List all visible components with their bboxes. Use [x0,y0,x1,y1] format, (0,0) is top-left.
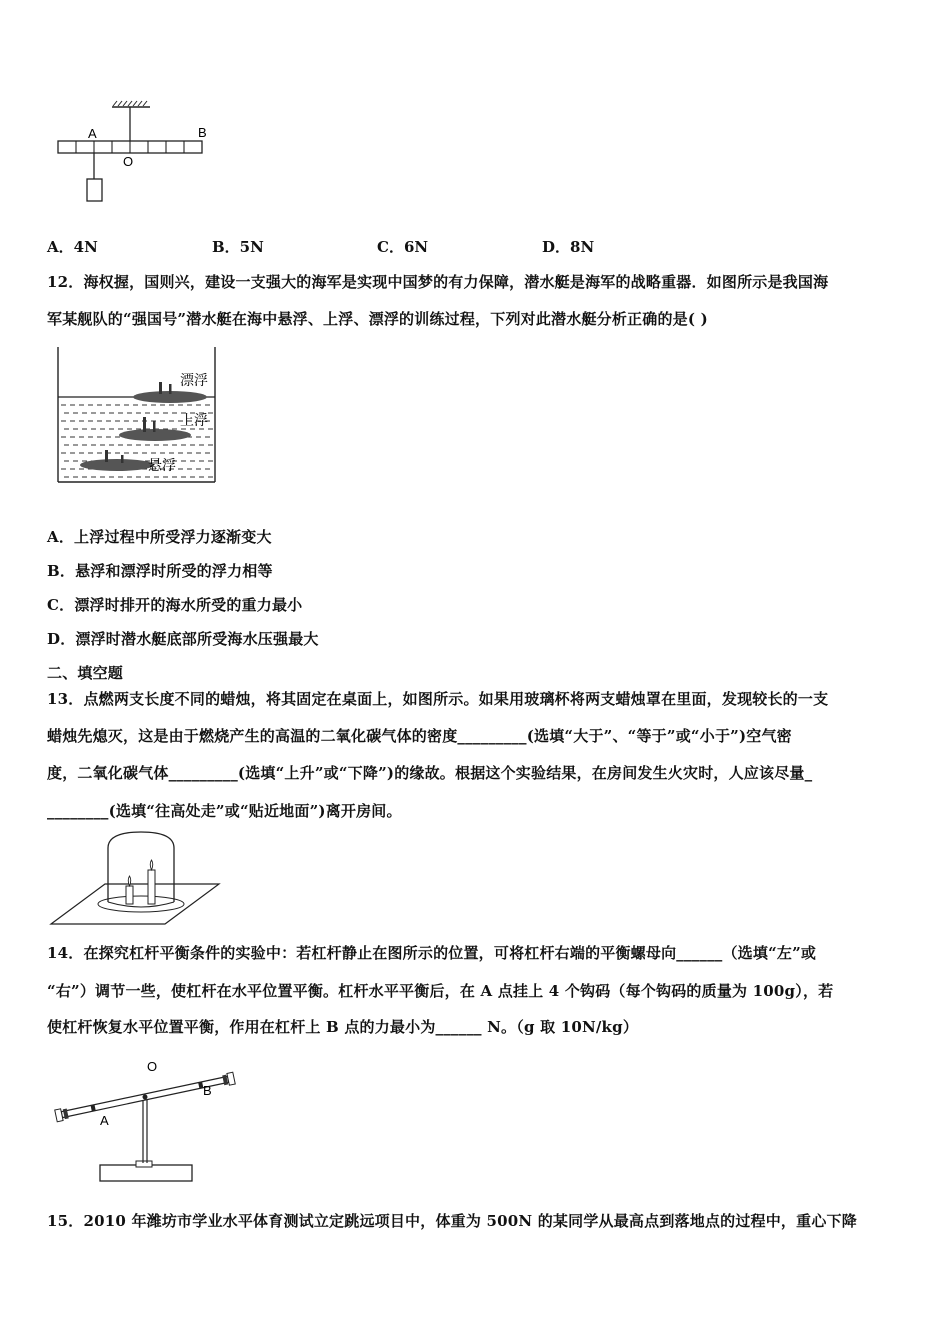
q14-label-b: B [203,1083,212,1098]
q12-option-b[interactable]: B．悬浮和漂浮时所受的浮力相等 [47,562,273,580]
q12-label-rise: 上浮 [180,412,208,428]
q11-lever-figure [50,95,220,210]
q12-option-c[interactable]: C．漂浮时排开的海水所受的重力最小 [47,596,303,614]
q12-label-float: 漂浮 [180,372,208,388]
q12-submarine-figure [55,345,220,485]
section-title: 二、填空题 [47,664,124,682]
q14-line-3: 使杠杆恢复水平位置平衡，作用在杠杆上 B 点的力最小为______ N。（g 取 10N/kg） [47,1018,639,1036]
q13-line-3: 度，二氧化碳气体_________(选填“上升”或“下降”)的缘故。根据这个实验结果，在房间发生火灾时，人应该尽量_ [47,764,813,782]
q11-label-a: A [88,126,97,141]
q11-option-a[interactable]: A．4N [47,238,98,256]
q11-label-o: O [123,154,134,169]
q11-option-d[interactable]: D．8N [542,238,595,256]
q14-line-1: 14．在探究杠杆平衡条件的实验中：若杠杆静止在图所示的位置，可将杠杆右端的平衡螺母向______（选填“左”或 [47,944,817,962]
q14-label-o: O [147,1059,158,1074]
q11-option-b[interactable]: B．5N [212,238,264,256]
q12-option-d[interactable]: D．漂浮时潜水艇底部所受海水压强最大 [47,630,319,648]
q12-stem-line-2: 军某舰队的“强国号”潜水艇在海中悬浮、上浮、漂浮的训练过程，下列对此潜水艇分析正确的是( ) [47,310,708,328]
q11-option-c[interactable]: C．6N [377,238,429,256]
q14-line-2: “右”）调节一些，使杠杆在水平位置平衡。杠杆水平平衡后，在 A 点挂上 4 个钩码（每个钩码的质量为 100g），若 [47,982,834,1000]
q13-line-4: ________(选填“往高处走”或“贴近地面”)离开房间。 [47,802,402,820]
q12-stem-line-1: 12．海权握，国则兴，建设一支强大的海军是实现中国梦的有力保障，潜水艇是海军的战略重器．如图所示是我国海 [47,273,829,291]
q13-line-1: 13．点燃两支长度不同的蜡烛，将其固定在桌面上，如图所示。如果用玻璃杯将两支蜡烛罩在里面，发现较长的一支 [47,690,829,708]
q12-label-suspend: 悬浮 [148,457,176,473]
q11-label-b: B [198,125,207,140]
q14-lever-figure [50,1055,250,1185]
q14-label-a: A [100,1113,109,1128]
q13-line-2: 蜡烛先熄灭，这是由于燃烧产生的高温的二氧化碳气体的密度_________(选填“大于”、“等于”或“小于”)空气密 [47,727,792,745]
q15-line-1: 15．2010 年潍坊市学业水平体育测试立定跳远项目中，体重为 500N 的某同学从最高点到落地点的过程中，重心下降 [47,1212,857,1230]
q12-option-a[interactable]: A．上浮过程中所受浮力逐渐变大 [47,528,272,546]
q13-candle-figure [45,828,225,930]
